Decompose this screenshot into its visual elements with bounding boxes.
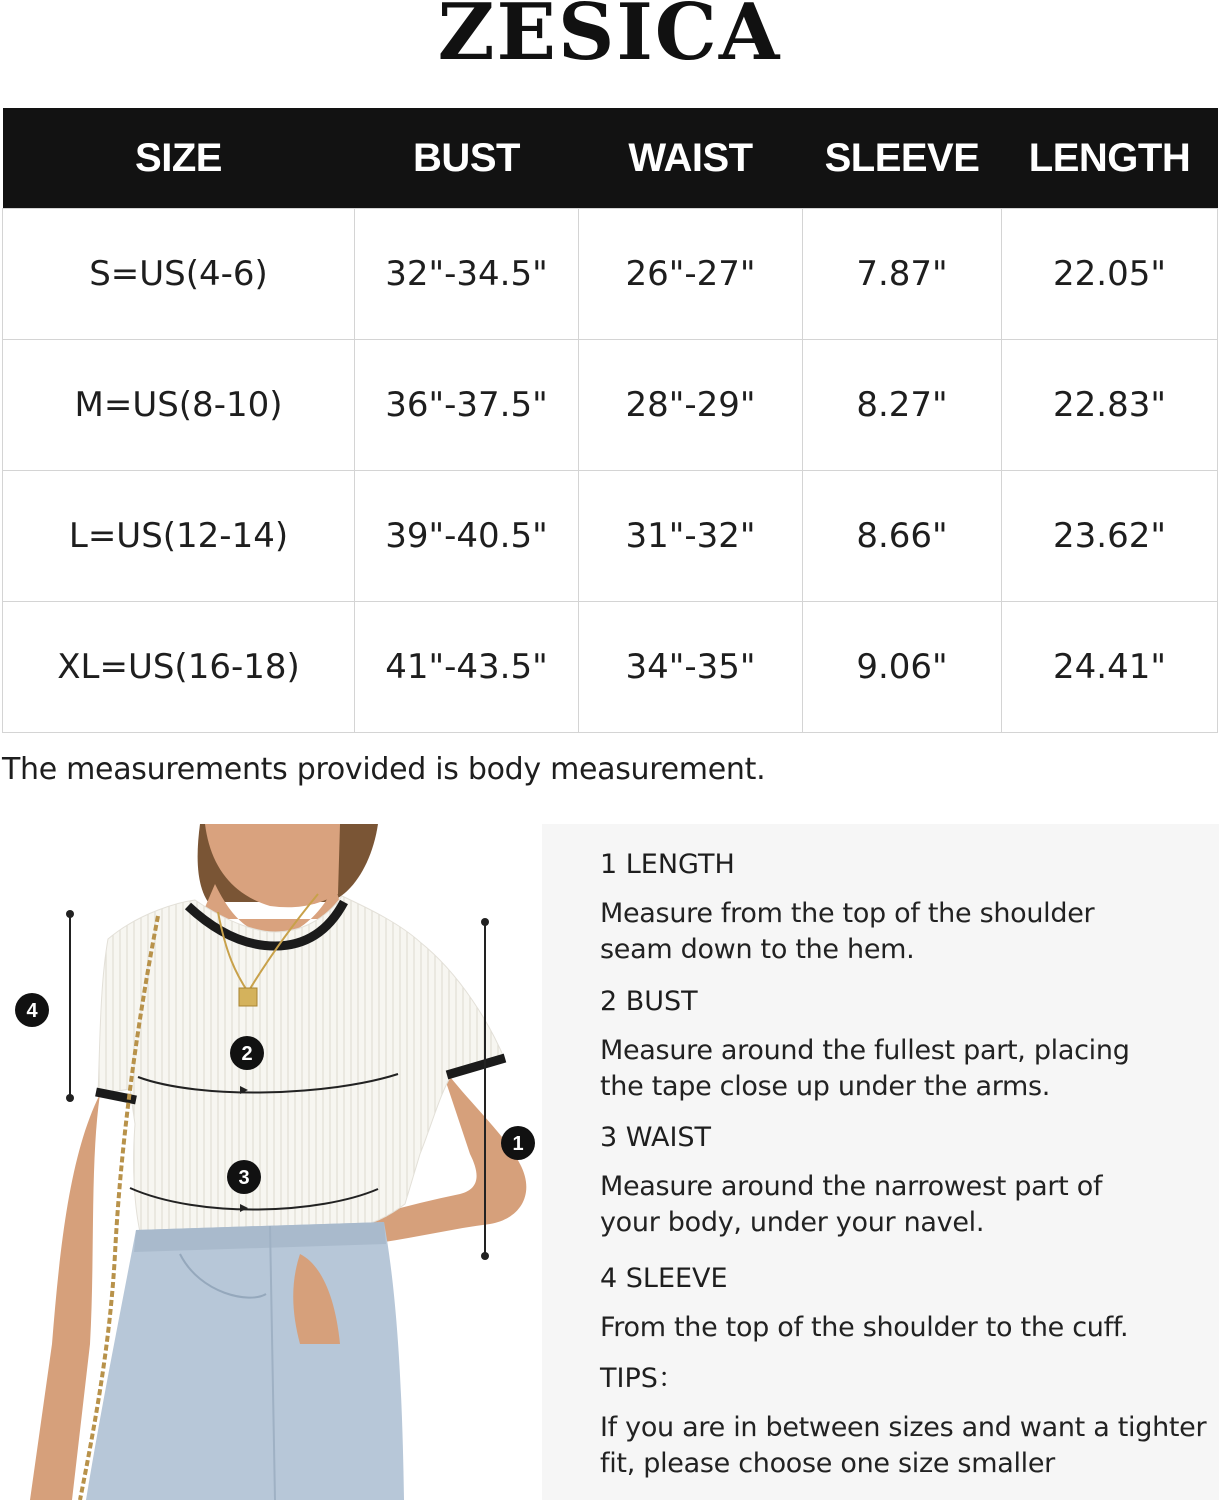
guide-waist-text-2: your body, under your navel. [600, 1207, 985, 1238]
cell-size: M=US(8-10) [3, 340, 355, 471]
guide-sleeve-title: 4 SLEEVE [600, 1263, 728, 1294]
header-bust: BUST [355, 108, 579, 209]
guide-waist-text-1: Measure around the narrowest part of [600, 1171, 1103, 1202]
cell-bust: 39"-40.5" [355, 471, 579, 602]
guide-length [600, 848, 1210, 968]
cell-sleeve: 9.06" [803, 602, 1002, 733]
size-chart-table [2, 108, 1218, 733]
table-row [3, 602, 1218, 733]
cell-bust: 41"-43.5" [355, 602, 579, 733]
cell-sleeve: 8.66" [803, 471, 1002, 602]
guide-tips-text-2: fit, please choose one size smaller [600, 1448, 1055, 1479]
marker-waist-label: 3 [238, 1167, 250, 1189]
guide-waist-title: 3 WAIST [600, 1122, 712, 1153]
cell-sleeve: 8.27" [803, 340, 1002, 471]
cell-sleeve: 7.87" [803, 209, 1002, 340]
brand-logo: ZESICA [437, 0, 782, 78]
guide-length-title: 1 LENGTH [600, 849, 735, 880]
guide-bust [600, 985, 1210, 1105]
cell-waist: 31"-32" [579, 471, 803, 602]
marker-sleeve-label: 4 [26, 1000, 38, 1022]
guide-bust-text-2: the tape close up under the arms. [600, 1071, 1051, 1102]
guide-sleeve-text-1: From the top of the shoulder to the cuff. [600, 1312, 1129, 1343]
header-waist: WAIST [579, 108, 803, 209]
marker-length-label: 1 [512, 1133, 524, 1155]
table-row [3, 471, 1218, 602]
cell-waist: 28"-29" [579, 340, 803, 471]
measurement-note: The measurements provided is body measurement. [2, 752, 766, 787]
cell-waist: 26"-27" [579, 209, 803, 340]
cell-size: S=US(4-6) [3, 209, 355, 340]
cell-length: 23.62" [1002, 471, 1218, 602]
guide-bust-title: 2 BUST [600, 986, 698, 1017]
table-row [3, 209, 1218, 340]
cell-size: XL=US(16-18) [3, 602, 355, 733]
guide-waist [600, 1121, 1210, 1241]
marker-bust-label: 2 [241, 1043, 253, 1065]
guide-tips-text-1: If you are in between sizes and want a tighter [600, 1412, 1207, 1443]
cell-length: 22.83" [1002, 340, 1218, 471]
cell-bust: 36"-37.5" [355, 340, 579, 471]
guide-tips-title: TIPS： [600, 1363, 685, 1394]
guide-length-text-1: Measure from the top of the shoulder [600, 898, 1095, 929]
model-photo [0, 824, 542, 1500]
cell-waist: 34"-35" [579, 602, 803, 733]
table-row [3, 340, 1218, 471]
guide-tips [600, 1362, 1210, 1482]
header-sleeve: SLEEVE [803, 108, 1002, 209]
model-illustration [0, 824, 542, 1500]
cell-size: L=US(12-14) [3, 471, 355, 602]
measure-guide-panel [542, 824, 1219, 1500]
cell-length: 22.05" [1002, 209, 1218, 340]
cell-length: 24.41" [1002, 602, 1218, 733]
guide-sleeve [600, 1262, 1210, 1346]
guide-length-text-2: seam down to the hem. [600, 934, 915, 965]
header-size: SIZE [3, 108, 355, 209]
cell-bust: 32"-34.5" [355, 209, 579, 340]
table-header-row [3, 108, 1218, 209]
header-length: LENGTH [1002, 108, 1218, 209]
guide-bust-text-1: Measure around the fullest part, placing [600, 1035, 1130, 1066]
